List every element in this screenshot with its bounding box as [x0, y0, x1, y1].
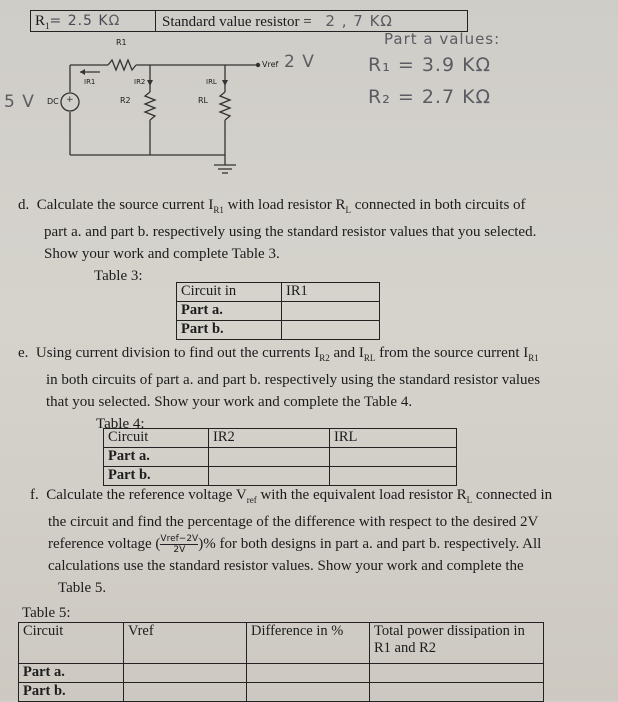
std-resistor-cell: [156, 11, 467, 31]
fraction: Vref−2V 2V: [160, 534, 199, 556]
svg-text:+: +: [66, 95, 74, 105]
notes-title: Part a values:: [384, 30, 501, 48]
r1-label: R: [35, 13, 46, 29]
r1-circuit-label: R1: [116, 38, 127, 47]
r1-value: = 2.5 K: [49, 13, 109, 29]
table-5: Circuit Vref Difference in % Total power dissipation in R1 and R2 Part a. Part b.: [18, 622, 544, 702]
vref-label: Vref: [262, 60, 279, 69]
part-d-text: d. Calculate the source current $I_{R1}$ with load resistor $R_L$ connected in both circuits of part a. and part b. respectively using the standard resistor values that you selected. Show your work and complete Table 3. Table 3:: [18, 197, 537, 284]
rl-circuit-label: RL: [198, 96, 209, 105]
table-3: Circuit in IR1 Part a. Part b.: [176, 282, 380, 340]
source-type-label: DC: [47, 97, 59, 106]
ir2-arrow-icon: [147, 80, 153, 86]
std-resistor-label: Standard value resistor =: [162, 14, 312, 30]
ohm-icon: Ω: [108, 13, 121, 29]
table3-title: Table 3:: [94, 268, 143, 284]
part-e-text: e. Using current division to find out the currents $I_{R2}$ and $I_{RL}$ from the source current $I_{R1}$ in both circuits of part a. and part b. respectively using the standard resistor values that you selected. Show your work and complete the Table 4. Table 4:: [18, 345, 541, 432]
notes-r2: R₂ = 2.7 KΩ: [368, 86, 492, 108]
ohm-icon: Ω: [475, 86, 492, 108]
vref-handwritten: 2 V: [284, 52, 315, 72]
table4-title: Table 4:: [96, 416, 145, 432]
ohm-icon: Ω: [475, 54, 492, 76]
source-voltage-handwritten: 5 V: [4, 92, 35, 112]
ohm-icon: Ω: [380, 12, 393, 30]
table-4: Circuit IR2 IRL Part a. Part b.: [103, 428, 457, 486]
header-table: [30, 10, 468, 32]
r2-circuit-label: R2: [120, 96, 131, 105]
ir2-label: IR2: [134, 78, 146, 86]
std-resistor-value: 2 , 7 K: [325, 12, 381, 30]
resistor-rl: [220, 92, 230, 120]
r1-sub: 1: [45, 21, 50, 31]
irl-label: IRL: [206, 78, 217, 86]
ir1-label: IR1: [84, 78, 96, 86]
part-f-text: f. Calculate the reference voltage $V_{ref}$ with the equivalent load resistor $R_L$ connected in the circuit and find the percentage of the difference with respect to the desired 2V reference voltage ( Vref−2V 2V )% for both designs in part a. and part b. respectively. All calculations use the standard resistor values. Show your work and complete the Table 5.: [30, 487, 553, 597]
notes-r1: R₁ = 3.9 KΩ: [368, 54, 492, 76]
resistor-r1: [108, 60, 136, 70]
r1-cell: [31, 11, 156, 31]
table5-title: Table 5:: [22, 605, 71, 621]
resistor-r2: [145, 92, 155, 120]
irl-arrow-icon: [222, 80, 228, 86]
